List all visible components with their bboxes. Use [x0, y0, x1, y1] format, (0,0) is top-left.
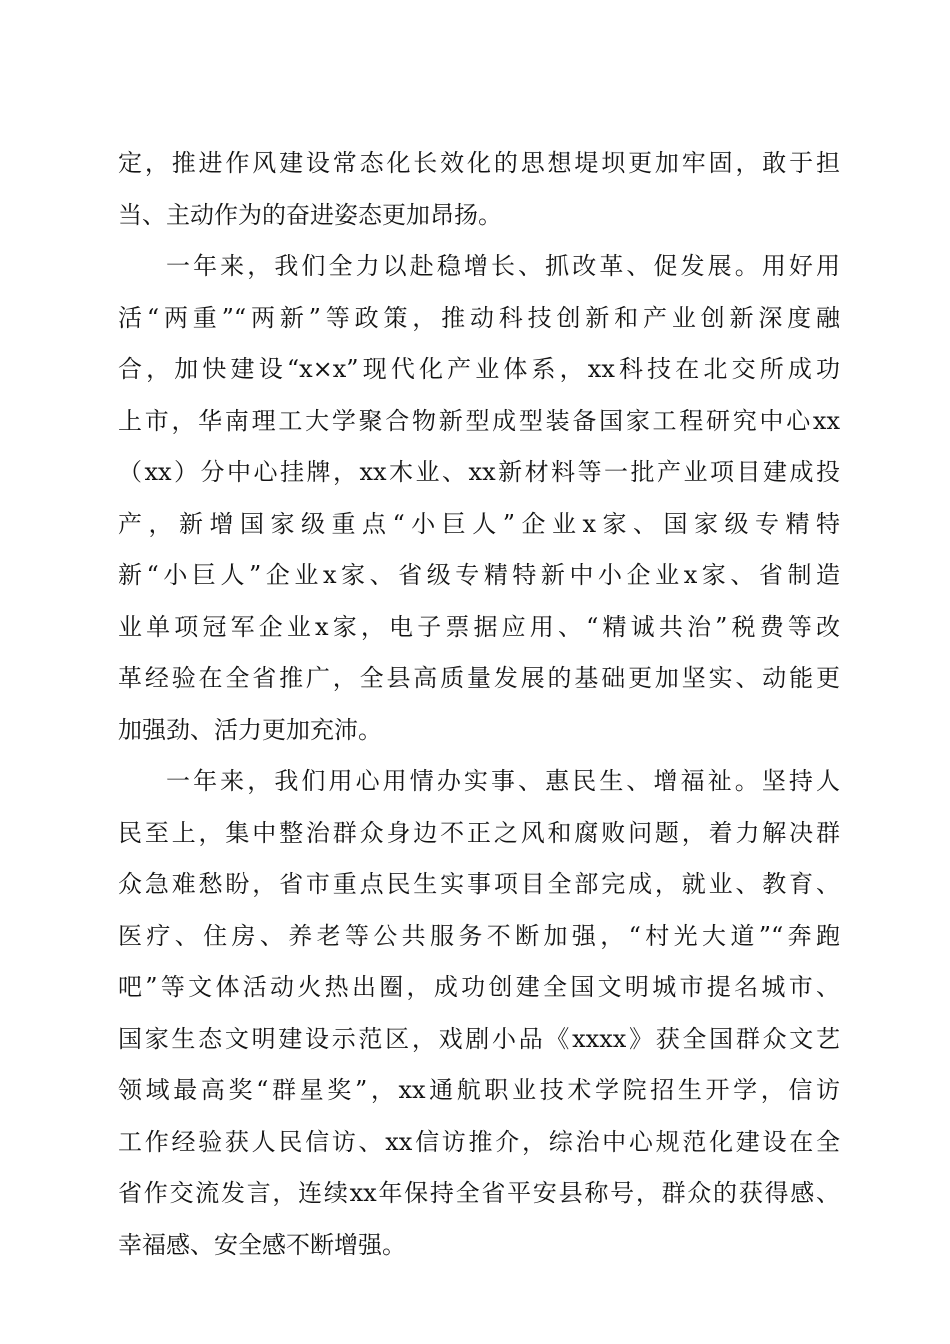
text-line: 国家生态文明建设示范区，戏剧小品《xxxx》获全国群众文艺: [118, 1024, 840, 1053]
text-line: 当、主动作为的奋进姿态更加昂扬。: [118, 200, 502, 229]
text-line: 业单项冠军企业x家，电子票据应用、“精诚共治”税费等改: [118, 612, 840, 641]
text-line: 加强劲、活力更加充沛。: [118, 715, 382, 744]
text-line: 一年来，我们全力以赴稳增长、抓改革、促发展。用好用: [166, 252, 840, 280]
text-line: 定，推进作风建设常态化长效化的思想堤坝更加牢固，敢于担: [118, 149, 840, 177]
text-line: 新“小巨人”企业x家、省级专精特新中小企业x家、省制造: [118, 561, 840, 589]
paragraph-work-style: [118, 138, 840, 241]
text-line: 领域最高奖“群星奖”，xx通航职业技术学院招生开学，信访: [118, 1076, 840, 1104]
text-line: 众急难愁盼，省市重点民生实事项目全部完成，就业、教育、: [118, 870, 840, 898]
text-line: 革经验在全省推广，全县高质量发展的基础更加坚实、动能更: [118, 664, 840, 692]
text-line: （xx）分中心挂牌，xx木业、xx新材料等一批产业项目建成投: [118, 458, 840, 486]
text-line: 上市，华南理工大学聚合物新型成型装备国家工程研究中心xx: [118, 406, 840, 435]
text-line: 工作经验获人民信访、xx信访推介，综治中心规范化建设在全: [118, 1127, 840, 1156]
text-line: 一年来，我们用心用情办实事、惠民生、增福祉。坚持人: [166, 767, 840, 795]
text-line: 合，加快建设“x×x”现代化产业体系，xx科技在北交所成功: [118, 355, 840, 383]
text-line: 医疗、住房、养老等公共服务不断加强，“村光大道”“奔跑: [118, 921, 840, 950]
document-body: [118, 138, 840, 1271]
text-line: 民至上，集中整治群众身边不正之风和腐败问题，着力解决群: [118, 818, 840, 847]
text-line: 产，新增国家级重点“小巨人”企业x家、国家级专精特: [118, 509, 840, 538]
text-line: 吧”等文体活动火热出圈，成功创建全国文明城市提名城市、: [118, 973, 840, 1001]
text-line: 省作交流发言，连续xx年保持全省平安县称号，群众的获得感、: [118, 1179, 840, 1207]
text-line: 幸福感、安全感不断增强。: [118, 1230, 406, 1259]
paragraph-livelihood: [118, 756, 840, 1271]
paragraph-growth-reform: [118, 241, 840, 756]
text-line: 活“两重”“两新”等政策，推动科技创新和产业创新深度融: [118, 303, 840, 332]
